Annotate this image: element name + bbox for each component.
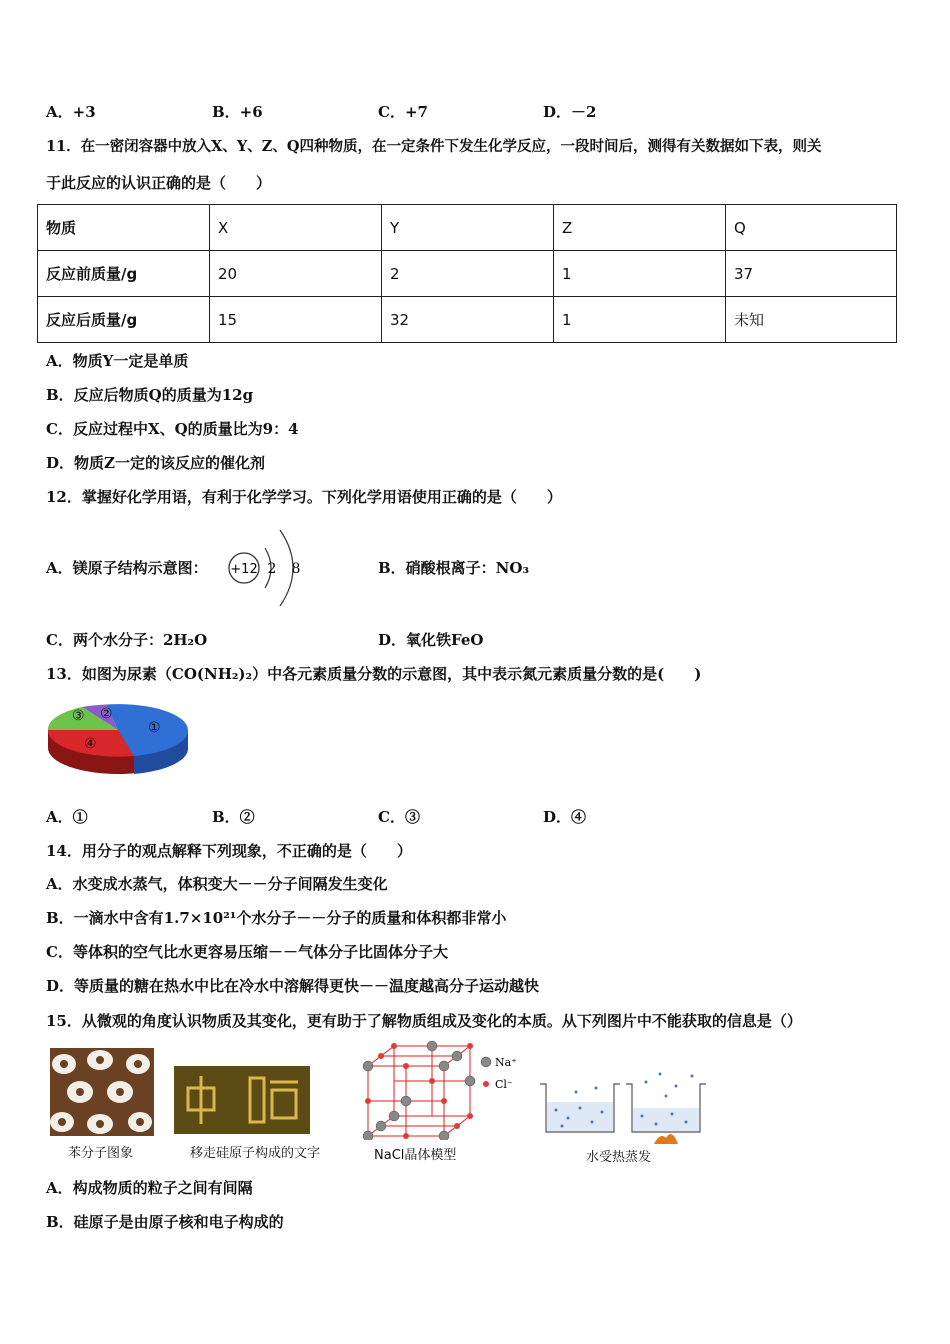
q14-option-c: C．等体积的空气比水更容易压缩－－气体分子比固体分子大 [46,943,448,961]
q13-option-d: D．④ [543,808,587,826]
q14-option-a: A．水变成水蒸气，体积变大－－分子间隔发生变化 [46,875,388,893]
atom-nucleus-label: +12 [230,562,258,577]
q12-option-d: D．氧化铁FeO [378,631,484,649]
q10-option-a: A．+3 [46,103,96,121]
table-cell: 1 [554,297,726,343]
benzene-molecule-image [50,1048,154,1136]
q15-stem: 15．从微观的角度认识物质及其变化，更有助于了解物质组成及变化的本质。从下列图片中不能获取的信息是（） [46,1012,802,1030]
caption-silicon: 移走硅原子构成的文字 [190,1146,321,1161]
table-cell: 反应后质量/g [38,297,210,343]
table-cell: 20 [210,251,382,297]
table-cell: 未知 [726,297,897,343]
pie-label-3: ③ [72,708,85,724]
table-row [38,297,897,343]
caption-nacl: NaCl晶体模型 [374,1148,457,1163]
q11-stem-line1: 11．在一密闭容器中放入X、Y、Z、Q四种物质，在一定条件下发生化学反应，一段时间后，测得有关数据如下表，则关 [46,138,822,155]
urea-pie-chart [44,690,194,780]
pie-label-2: ② [100,706,113,722]
atom-shell1-label: 2 [267,561,277,577]
q11-option-a: A．物质Y一定是单质 [46,352,189,370]
q11-option-c: C．反应过程中X、Q的质量比为9：4 [46,420,299,438]
table-row [38,251,897,297]
atom-shell2-label: 8 [291,561,301,577]
q15-option-b: B．硅原子是由原子核和电子构成的 [46,1213,284,1231]
table-cell: 15 [210,297,382,343]
q13-option-c: C．③ [378,808,420,826]
q11-data-table [37,204,897,343]
caption-water: 水受热蒸发 [586,1150,652,1165]
pie-label-4: ④ [84,736,97,752]
q10-option-b: B．+6 [212,103,263,121]
legend-na: Na⁺ [495,1056,517,1069]
caption-benzene: 苯分子图象 [68,1146,134,1161]
q12-option-b: B．硝酸根离子：NO₃ [378,559,530,577]
q12-option-c: C．两个水分子：2H₂O [46,631,208,649]
table-header-row [38,205,897,251]
q13-stem: 13．如图为尿素（CO(NH₂)₂）中各元素质量分数的示意图，其中表示氮元素质量分数的是( ) [46,665,702,683]
q14-option-d: D．等质量的糖在热水中比在冷水中溶解得更快－－温度越高分子运动越快 [46,977,540,995]
table-cell: Y [382,205,554,251]
nacl-crystal-model [362,1040,522,1140]
table-cell: Q [726,205,897,251]
q11-stem-line2: 于此反应的认识正确的是（ ） [46,174,272,192]
q12-stem: 12．掌握好化学用语，有利于化学学习。下列化学用语使用正确的是（ ） [46,488,562,506]
q14-stem: 14．用分子的观点解释下列现象，不正确的是（ ） [46,842,412,860]
table-cell: X [210,205,382,251]
pie-label-1: ① [148,720,161,736]
q14-option-b: B．一滴水中含有1.7×10²¹个水分子－－分子的质量和体积都非常小 [46,909,507,927]
table-cell: 32 [382,297,554,343]
table-cell: 1 [554,251,726,297]
q10-option-c: C．+7 [378,103,428,121]
table-cell: 37 [726,251,897,297]
q15-option-a: A．构成物质的粒子之间有间隔 [46,1179,253,1197]
magnesium-atom-diagram [222,522,312,612]
table-cell: 2 [382,251,554,297]
q11-option-d: D．物质Z一定的该反应的催化剂 [46,454,265,472]
silicon-atoms-image [174,1066,310,1134]
q13-option-a: A．① [46,808,88,826]
legend-cl: Cl⁻ [495,1078,513,1091]
table-cell: Z [554,205,726,251]
table-cell: 反应前质量/g [38,251,210,297]
q13-option-b: B．② [212,808,255,826]
q10-option-d: D．－2 [543,103,597,121]
water-evaporation-image [536,1068,712,1144]
table-cell: 物质 [38,205,210,251]
q11-option-b: B．反应后物质Q的质量为12g [46,386,254,404]
q12-option-a: A．镁原子结构示意图： [46,559,208,577]
